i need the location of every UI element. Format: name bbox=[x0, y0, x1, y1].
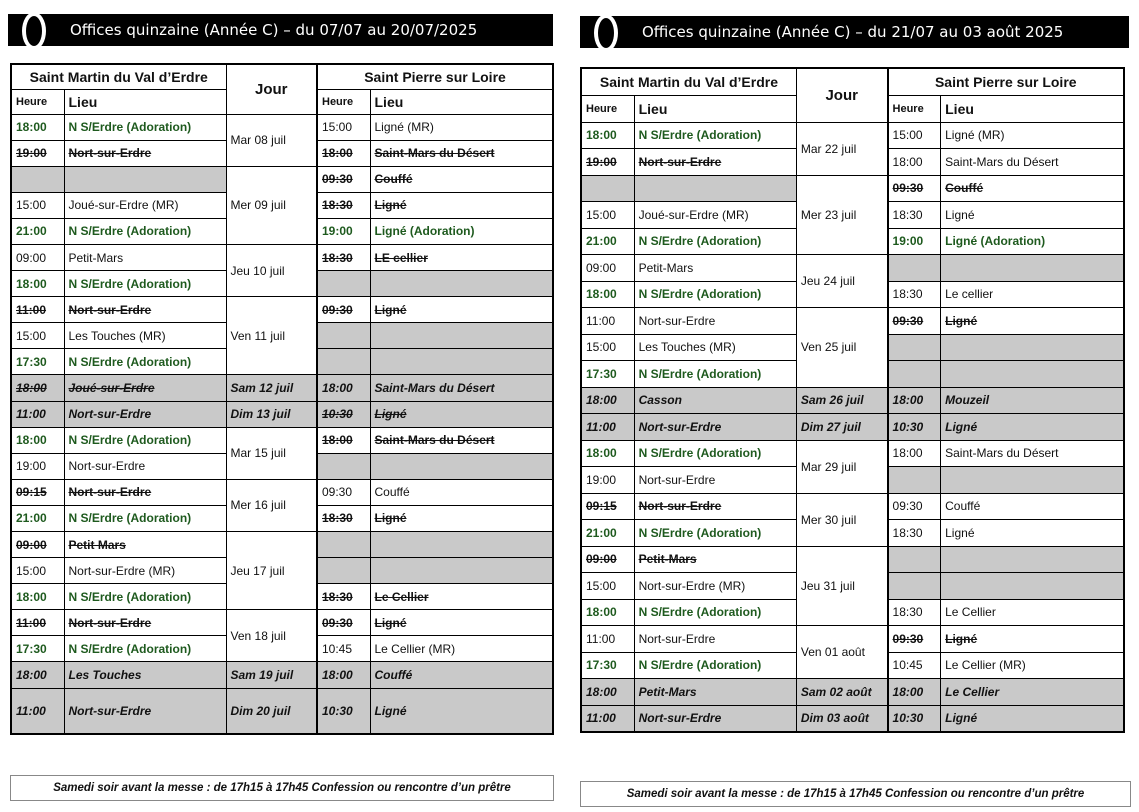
left-time: 18:00 bbox=[581, 387, 634, 414]
right-time bbox=[317, 532, 370, 558]
left-time: 17:30 bbox=[581, 652, 634, 679]
right-time bbox=[317, 558, 370, 584]
day-cell: Dim 27 juil bbox=[796, 414, 887, 441]
right-time: 09:30 bbox=[888, 175, 941, 202]
right-time: 19:00 bbox=[317, 218, 370, 244]
right-place: Ligné bbox=[941, 202, 1124, 229]
right-time: 18:00 bbox=[317, 375, 370, 401]
right-time: 18:30 bbox=[317, 505, 370, 531]
schedule-row bbox=[11, 532, 553, 558]
left-place bbox=[64, 166, 226, 192]
right-place: Couffé bbox=[370, 662, 553, 688]
day-cell: Jeu 31 juil bbox=[796, 546, 887, 626]
right-time: 09:30 bbox=[317, 297, 370, 323]
schedule-row bbox=[11, 401, 553, 427]
left-time: 19:00 bbox=[581, 467, 634, 494]
left-place: N S/Erdre (Adoration) bbox=[64, 349, 226, 375]
right-time: 09:30 bbox=[317, 166, 370, 192]
schedule-row bbox=[581, 308, 1124, 335]
right-time: 18:00 bbox=[317, 662, 370, 688]
right-place bbox=[370, 453, 553, 479]
right-time: 09:30 bbox=[888, 308, 941, 335]
right-place bbox=[941, 361, 1124, 388]
right-place: Ligné bbox=[941, 414, 1124, 441]
day-cell: Sam 12 juil bbox=[226, 375, 317, 401]
day-cell: Mar 22 juil bbox=[796, 122, 887, 175]
day-cell: Sam 26 juil bbox=[796, 387, 887, 414]
left-time: 18:00 bbox=[581, 440, 634, 467]
left-time: 11:00 bbox=[581, 705, 634, 732]
right-place: Couffé bbox=[370, 166, 553, 192]
day-cell: Dim 20 juil bbox=[226, 688, 317, 734]
right-time: 18:30 bbox=[888, 599, 941, 626]
panel-title: Offices quinzaine (Année C) – du 07/07 au 20/07/2025 bbox=[70, 21, 478, 39]
right-time: 10:45 bbox=[317, 636, 370, 662]
right-place: Ligné (MR) bbox=[941, 122, 1124, 149]
right-place bbox=[370, 323, 553, 349]
right-time: 18:00 bbox=[888, 440, 941, 467]
parish-header-right: Saint Pierre sur Loire bbox=[888, 68, 1124, 95]
day-cell: Ven 01 août bbox=[796, 626, 887, 679]
day-cell: Ven 25 juil bbox=[796, 308, 887, 388]
left-time: 15:00 bbox=[581, 334, 634, 361]
left-place: Nort-sur-Erdre bbox=[64, 453, 226, 479]
left-place: Nort-sur-Erdre bbox=[634, 414, 796, 441]
day-cell: Dim 03 août bbox=[796, 705, 887, 732]
right-time: 18:00 bbox=[317, 427, 370, 453]
left-place: Nort-sur-Erdre bbox=[64, 401, 226, 427]
right-place: Couffé bbox=[370, 479, 553, 505]
left-time: 15:00 bbox=[11, 192, 64, 218]
left-time: 21:00 bbox=[11, 218, 64, 244]
left-time: 18:00 bbox=[11, 662, 64, 688]
left-time: 19:00 bbox=[11, 140, 64, 166]
right-place bbox=[941, 573, 1124, 600]
left-time: 17:30 bbox=[11, 636, 64, 662]
right-place bbox=[370, 271, 553, 297]
left-time: 18:00 bbox=[11, 375, 64, 401]
schedule-row bbox=[11, 688, 553, 734]
right-time: 18:00 bbox=[317, 140, 370, 166]
schedule-row bbox=[11, 662, 553, 688]
left-time: 15:00 bbox=[11, 323, 64, 349]
schedule-table bbox=[10, 63, 554, 735]
header-row bbox=[11, 64, 553, 89]
day-cell: Mar 15 juil bbox=[226, 427, 317, 479]
left-time: 18:00 bbox=[581, 599, 634, 626]
right-time: 10:30 bbox=[888, 414, 941, 441]
left-place: N S/Erdre (Adoration) bbox=[634, 652, 796, 679]
right-time: 18:00 bbox=[888, 387, 941, 414]
right-time bbox=[888, 467, 941, 494]
heure-header: Heure bbox=[581, 95, 634, 122]
right-time bbox=[888, 546, 941, 573]
left-place: N S/Erdre (Adoration) bbox=[634, 122, 796, 149]
right-time: 10:30 bbox=[317, 401, 370, 427]
right-time bbox=[888, 573, 941, 600]
right-place: LE cellier bbox=[370, 244, 553, 270]
left-time: 11:00 bbox=[581, 308, 634, 335]
left-place: Joué-sur-Erdre (MR) bbox=[64, 192, 226, 218]
oval-logo-icon bbox=[22, 12, 46, 50]
schedule-row bbox=[581, 626, 1124, 653]
right-place bbox=[941, 467, 1124, 494]
left-place: Les Touches bbox=[64, 662, 226, 688]
day-cell: Sam 19 juil bbox=[226, 662, 317, 688]
left-place: Petit Mars bbox=[64, 532, 226, 558]
left-time: 18:00 bbox=[581, 679, 634, 706]
left-place: Casson bbox=[634, 387, 796, 414]
day-cell: Mer 30 juil bbox=[796, 493, 887, 546]
right-time: 10:30 bbox=[317, 688, 370, 734]
day-cell: Mer 16 juil bbox=[226, 479, 317, 531]
confession-note: Samedi soir avant la messe : de 17h15 à 17h45 Confession ou rencontre d’un prêtre bbox=[10, 775, 554, 801]
left-place: Nort-sur-Erdre bbox=[64, 297, 226, 323]
left-time bbox=[581, 175, 634, 202]
right-time bbox=[888, 361, 941, 388]
right-place bbox=[941, 334, 1124, 361]
heure-header: Heure bbox=[11, 89, 64, 114]
right-place: Ligné bbox=[370, 401, 553, 427]
left-time: 21:00 bbox=[11, 505, 64, 531]
schedule-row bbox=[11, 166, 553, 192]
left-time: 09:15 bbox=[581, 493, 634, 520]
right-place: Le Cellier bbox=[941, 679, 1124, 706]
left-place: Petit-Mars bbox=[634, 679, 796, 706]
right-place bbox=[941, 255, 1124, 282]
left-place: N S/Erdre (Adoration) bbox=[64, 636, 226, 662]
left-place: N S/Erdre (Adoration) bbox=[64, 427, 226, 453]
right-place: Ligné bbox=[941, 308, 1124, 335]
day-cell: Jeu 10 juil bbox=[226, 244, 317, 296]
right-time: 15:00 bbox=[888, 122, 941, 149]
schedule-row bbox=[581, 255, 1124, 282]
left-place: Nort-sur-Erdre bbox=[64, 479, 226, 505]
left-place: N S/Erdre (Adoration) bbox=[64, 505, 226, 531]
right-place bbox=[370, 532, 553, 558]
schedule-row bbox=[581, 175, 1124, 202]
left-time bbox=[11, 166, 64, 192]
oval-logo-icon bbox=[594, 14, 618, 52]
left-time: 21:00 bbox=[581, 228, 634, 255]
right-time: 18:30 bbox=[317, 584, 370, 610]
right-place bbox=[370, 558, 553, 584]
schedule-row bbox=[11, 427, 553, 453]
left-place: Nort-sur-Erdre bbox=[64, 610, 226, 636]
left-place: N S/Erdre (Adoration) bbox=[634, 228, 796, 255]
schedule-row bbox=[11, 114, 553, 140]
left-place: Joué-sur-Erdre bbox=[64, 375, 226, 401]
right-place: Saint-Mars du Désert bbox=[370, 140, 553, 166]
day-cell: Mar 29 juil bbox=[796, 440, 887, 493]
right-place: Saint-Mars du Désert bbox=[370, 427, 553, 453]
heure-header: Heure bbox=[888, 95, 941, 122]
right-time: 09:30 bbox=[317, 610, 370, 636]
header-row bbox=[581, 68, 1124, 95]
left-place: Nort-sur-Erdre bbox=[634, 705, 796, 732]
schedule-row bbox=[581, 122, 1124, 149]
day-cell: Mer 23 juil bbox=[796, 175, 887, 255]
day-cell: Jeu 24 juil bbox=[796, 255, 887, 308]
right-time bbox=[888, 255, 941, 282]
left-time: 15:00 bbox=[11, 558, 64, 584]
left-place: N S/Erdre (Adoration) bbox=[64, 114, 226, 140]
day-cell: Jeu 17 juil bbox=[226, 532, 317, 610]
lieu-header: Lieu bbox=[634, 95, 796, 122]
left-time: 09:00 bbox=[11, 532, 64, 558]
jour-header: Jour bbox=[796, 68, 887, 122]
right-time bbox=[317, 271, 370, 297]
left-place: Nort-sur-Erdre bbox=[634, 149, 796, 176]
jour-header: Jour bbox=[226, 64, 317, 114]
right-time: 19:00 bbox=[888, 228, 941, 255]
right-place: Ligné bbox=[370, 688, 553, 734]
left-time: 19:00 bbox=[11, 453, 64, 479]
left-time: 11:00 bbox=[11, 610, 64, 636]
left-place: N S/Erdre (Adoration) bbox=[64, 584, 226, 610]
right-time: 10:30 bbox=[888, 705, 941, 732]
day-cell: Ven 18 juil bbox=[226, 610, 317, 662]
right-place: Mouzeil bbox=[941, 387, 1124, 414]
right-time: 15:00 bbox=[317, 114, 370, 140]
panel-header bbox=[580, 16, 1129, 48]
right-time bbox=[317, 453, 370, 479]
left-place: N S/Erdre (Adoration) bbox=[64, 271, 226, 297]
right-time: 18:00 bbox=[888, 679, 941, 706]
right-place: Le Cellier (MR) bbox=[370, 636, 553, 662]
heure-header: Heure bbox=[317, 89, 370, 114]
schedule-row bbox=[581, 705, 1124, 732]
left-time: 09:15 bbox=[11, 479, 64, 505]
lieu-header: Lieu bbox=[64, 89, 226, 114]
schedule-row bbox=[11, 610, 553, 636]
right-place bbox=[370, 349, 553, 375]
right-place: Ligné bbox=[370, 505, 553, 531]
left-time: 11:00 bbox=[581, 414, 634, 441]
left-place: Nort-sur-Erdre (MR) bbox=[634, 573, 796, 600]
left-time: 09:00 bbox=[11, 244, 64, 270]
day-cell: Dim 13 juil bbox=[226, 401, 317, 427]
right-time bbox=[317, 323, 370, 349]
right-place: Ligné (Adoration) bbox=[941, 228, 1124, 255]
schedule-row bbox=[11, 297, 553, 323]
left-place: Nort-sur-Erdre bbox=[634, 308, 796, 335]
right-place: Couffé bbox=[941, 493, 1124, 520]
left-time: 18:00 bbox=[11, 584, 64, 610]
right-place: Saint-Mars du Désert bbox=[370, 375, 553, 401]
left-place: Nort-sur-Erdre bbox=[64, 688, 226, 734]
right-place: Saint-Mars du Désert bbox=[941, 149, 1124, 176]
left-place bbox=[634, 175, 796, 202]
left-time: 19:00 bbox=[581, 149, 634, 176]
schedule-row bbox=[581, 414, 1124, 441]
right-time: 18:30 bbox=[317, 192, 370, 218]
left-time: 18:00 bbox=[581, 281, 634, 308]
right-place: Ligné bbox=[370, 297, 553, 323]
left-place: Les Touches (MR) bbox=[634, 334, 796, 361]
right-place: Saint-Mars du Désert bbox=[941, 440, 1124, 467]
right-place: Le Cellier bbox=[370, 584, 553, 610]
left-place: N S/Erdre (Adoration) bbox=[634, 599, 796, 626]
right-place: Le Cellier bbox=[941, 599, 1124, 626]
right-time: 10:45 bbox=[888, 652, 941, 679]
left-time: 09:00 bbox=[581, 546, 634, 573]
left-place: Nort-sur-Erdre bbox=[634, 493, 796, 520]
schedule-row bbox=[581, 493, 1124, 520]
schedule-row bbox=[581, 387, 1124, 414]
left-time: 18:00 bbox=[11, 427, 64, 453]
left-time: 18:00 bbox=[581, 122, 634, 149]
left-place: N S/Erdre (Adoration) bbox=[634, 361, 796, 388]
lieu-header: Lieu bbox=[941, 95, 1124, 122]
schedule-row bbox=[581, 546, 1124, 573]
left-time: 15:00 bbox=[581, 573, 634, 600]
schedule-row bbox=[11, 244, 553, 270]
lieu-header: Lieu bbox=[370, 89, 553, 114]
left-place: N S/Erdre (Adoration) bbox=[634, 440, 796, 467]
left-place: Joué-sur-Erdre (MR) bbox=[634, 202, 796, 229]
left-place: N S/Erdre (Adoration) bbox=[64, 218, 226, 244]
right-place: Ligné (Adoration) bbox=[370, 218, 553, 244]
right-place: Ligné bbox=[370, 610, 553, 636]
left-place: N S/Erdre (Adoration) bbox=[634, 520, 796, 547]
right-time: 18:30 bbox=[888, 281, 941, 308]
right-place: Ligné bbox=[941, 626, 1124, 653]
left-time: 15:00 bbox=[581, 202, 634, 229]
schedule-row bbox=[11, 479, 553, 505]
right-place: Le cellier bbox=[941, 281, 1124, 308]
right-place: Ligné bbox=[941, 705, 1124, 732]
left-time: 11:00 bbox=[11, 401, 64, 427]
right-place: Ligné (MR) bbox=[370, 114, 553, 140]
left-time: 09:00 bbox=[581, 255, 634, 282]
day-cell: Mar 08 juil bbox=[226, 114, 317, 166]
left-place: Nort-sur-Erdre bbox=[634, 626, 796, 653]
confession-note: Samedi soir avant la messe : de 17h15 à 17h45 Confession ou rencontre d’un prêtre bbox=[580, 781, 1131, 807]
right-place: Ligné bbox=[941, 520, 1124, 547]
right-time bbox=[317, 349, 370, 375]
left-place: Nort-sur-Erdre bbox=[634, 467, 796, 494]
left-time: 18:00 bbox=[11, 271, 64, 297]
right-time: 09:30 bbox=[317, 479, 370, 505]
right-place: Couffé bbox=[941, 175, 1124, 202]
panel-header bbox=[8, 14, 553, 46]
parish-header-right: Saint Pierre sur Loire bbox=[317, 64, 553, 89]
panel-title: Offices quinzaine (Année C) – du 21/07 au 03 août 2025 bbox=[642, 23, 1064, 41]
left-time: 21:00 bbox=[581, 520, 634, 547]
right-time: 18:30 bbox=[317, 244, 370, 270]
right-time: 18:30 bbox=[888, 202, 941, 229]
day-cell: Ven 11 juil bbox=[226, 297, 317, 375]
schedule-table bbox=[580, 67, 1125, 733]
right-time: 18:30 bbox=[888, 520, 941, 547]
right-time: 18:00 bbox=[888, 149, 941, 176]
left-place: Nort-sur-Erdre bbox=[64, 140, 226, 166]
left-time: 11:00 bbox=[11, 688, 64, 734]
schedule-row bbox=[581, 440, 1124, 467]
right-place bbox=[941, 546, 1124, 573]
parish-header-left: Saint Martin du Val d’Erdre bbox=[11, 64, 226, 89]
left-time: 17:30 bbox=[11, 349, 64, 375]
left-time: 18:00 bbox=[11, 114, 64, 140]
left-place: Petit-Mars bbox=[634, 255, 796, 282]
left-place: Petit-Mars bbox=[634, 546, 796, 573]
left-place: Les Touches (MR) bbox=[64, 323, 226, 349]
left-time: 11:00 bbox=[581, 626, 634, 653]
left-place: N S/Erdre (Adoration) bbox=[634, 281, 796, 308]
right-time: 09:30 bbox=[888, 493, 941, 520]
right-place: Le Cellier (MR) bbox=[941, 652, 1124, 679]
day-cell: Mer 09 juil bbox=[226, 166, 317, 244]
right-time: 09:30 bbox=[888, 626, 941, 653]
right-time bbox=[888, 334, 941, 361]
left-time: 17:30 bbox=[581, 361, 634, 388]
left-place: Nort-sur-Erdre (MR) bbox=[64, 558, 226, 584]
left-place: Petit-Mars bbox=[64, 244, 226, 270]
schedule-row bbox=[11, 375, 553, 401]
left-time: 11:00 bbox=[11, 297, 64, 323]
right-place: Ligné bbox=[370, 192, 553, 218]
day-cell: Sam 02 août bbox=[796, 679, 887, 706]
schedule-row bbox=[581, 679, 1124, 706]
parish-header-left: Saint Martin du Val d’Erdre bbox=[581, 68, 796, 95]
